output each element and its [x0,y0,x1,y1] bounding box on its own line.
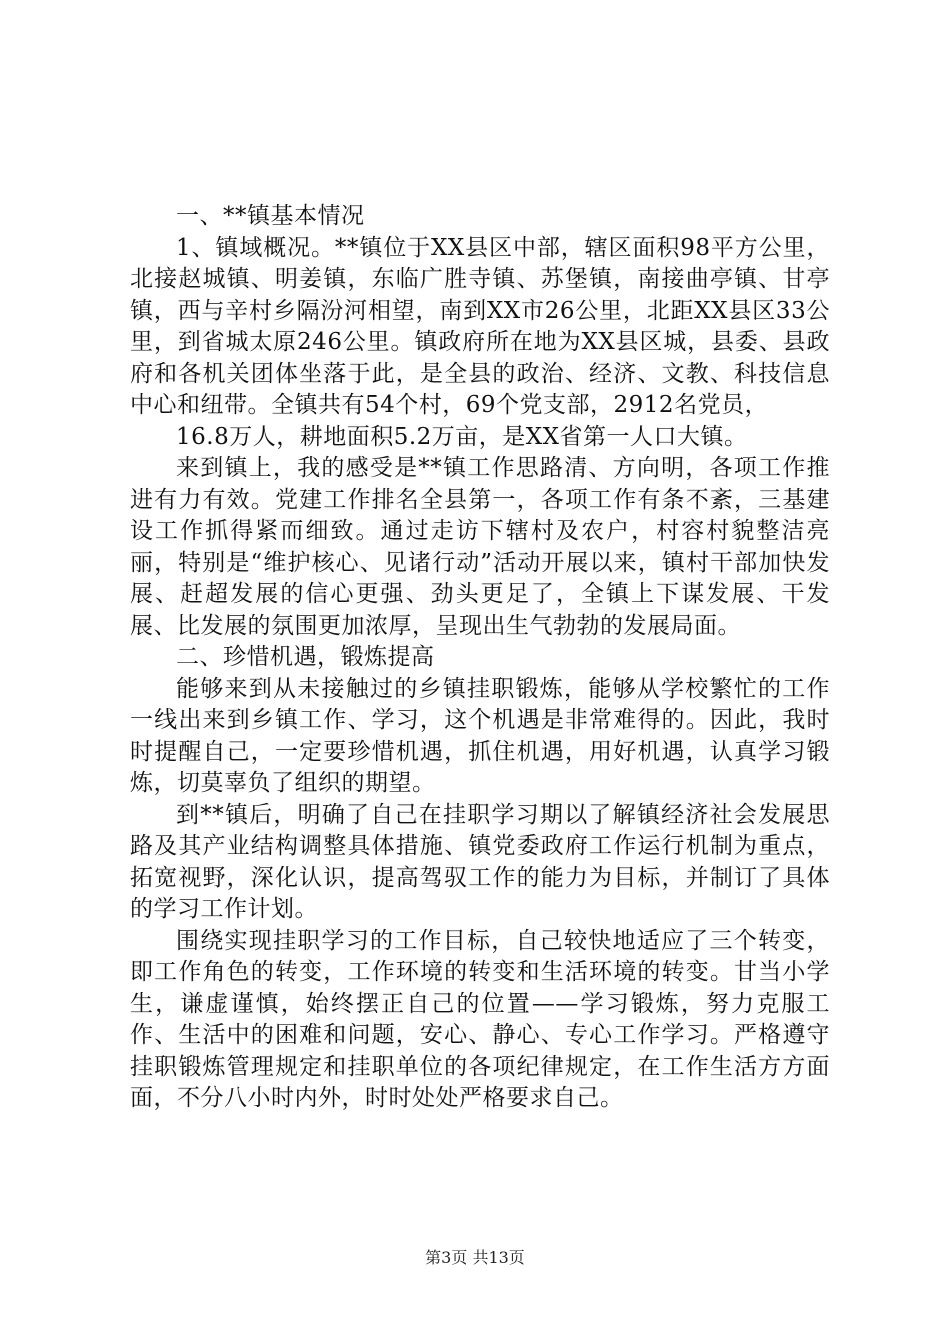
paragraph-opportunity: 能够来到从未接触过的乡镇挂职锻炼，能够从学校繁忙的工作一线出来到乡镇工作、学习，这个机遇是非常难得的。因此，我时时提醒自己，一定要珍惜机遇，抓住机遇，用好机遇，认真学习锻炼，切莫辜负了组织的期望。 [130,675,830,796]
paragraph-three-transitions: 围绕实现挂职学习的工作目标，自己较快地适应了三个转变，即工作角色的转变，工作环境的转变和生活环境的转变。甘当小学生，谦虚谨慎，始终摆正自己的位置——学习锻炼，努力克服工作、生活中的困难和问题，安心、静心、专心工作学习。严格遵守挂职锻炼管理规定和挂职单位的各项纪律规定，在工作生活方方面面，不分八小时内外，时时处处严格要求自己。 [130,927,830,1111]
paragraph-population: 16.8万人，耕地面积5.2万亩，是XX省第一人口大镇。 [176,423,748,450]
document-body [130,201,830,1115]
section-heading-basic-info: 一、**镇基本情况 [176,203,365,229]
page-number-footer: 第3页 共13页 [425,1248,525,1267]
paragraph-town-overview: 1、镇域概况。**镇位于XX县区中部，辖区面积98平方公里，北接赵城镇、明姜镇，东临广胜寺镇、苏堡镇，南接曲亭镇、甘亭镇，西与辛村乡隔汾河相望，南到XX市26公里，北距XX县区33公里，到省城太原246公里。镇政府所在地为XX县区城，县委、县政府和各机关团体坐落于此，是全县的政治、经济、文教、科技信息中心和纽带。全镇共有54个村，69个党支部，2912名党员， [130,234,830,418]
paragraph-impressions: 来到镇上，我的感受是**镇工作思路清、方向明，各项工作推进有力有效。党建工作排名全县第一，各项工作有条不紊，三基建设工作抓得紧而细致。通过走访下辖村及农户，村容村貌整洁亮丽，特别是“维护核心、见诸行动”活动开展以来，镇村干部加快发展、赶超发展的信心更强、劲头更足了，全镇上下谋发展、干发展、比发展的氛围更加浓厚，呈现出生气勃勃的发展局面。 [130,455,830,639]
section-heading-opportunity: 二、珍惜机遇，锻炼提高 [176,644,435,670]
paragraph-study-plan: 到**镇后，明确了自己在挂职学习期以了解镇经济社会发展思路及其产业结构调整具体措施、镇党委政府工作运行机制为重点，拓宽视野，深化认识，提高驾驭工作的能力为目标，并制订了具体的学习工作计划。 [130,801,830,922]
